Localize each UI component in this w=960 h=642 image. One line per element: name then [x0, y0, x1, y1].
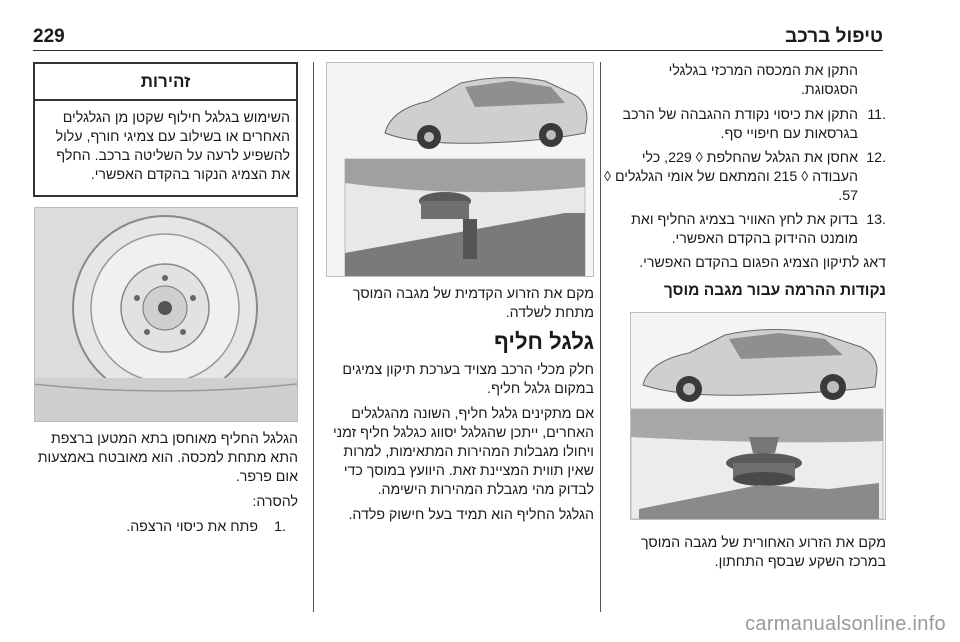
header-divider	[33, 50, 883, 51]
step-number: 11.	[867, 107, 886, 123]
step-text: פתח את כיסוי הרצפה.	[126, 519, 258, 535]
caution-box	[33, 62, 298, 197]
step-number: 1.	[274, 519, 286, 535]
spare-wheel-figure	[34, 207, 298, 422]
step-11	[604, 106, 886, 144]
right-column	[604, 62, 886, 578]
middle-column	[322, 62, 594, 531]
caution-body: השימוש בגלגל חילוף שקטן מן הגלגלים האחרים או בשילוב עם צמיגי חורף, עלול להשפיע לרעה על השליטה ברכב. החלף את הצמיג הנקור בהקדם האפשרי.	[55, 110, 290, 183]
left-column	[33, 62, 298, 542]
repair-note: דאג לתיקון הצמיג הפגום בהקדם האפשרי.	[639, 255, 886, 271]
rear-jack-point-figure	[630, 312, 886, 520]
page-number: 229	[33, 26, 65, 47]
step-12	[604, 149, 886, 206]
intro-text: התקן את המכסה המרכזי בגלגלי הסגסוגת.	[668, 63, 858, 98]
rear-jack-illustration	[630, 313, 885, 520]
removal-step-1	[33, 518, 298, 537]
section-title: טיפול ברכב	[785, 26, 883, 47]
step-13	[604, 211, 886, 249]
front-jack-caption: מקם את הזרוע הקדמית של מגבה המוסך מתחת לשלדה.	[352, 286, 594, 321]
paragraph: הגלגל החליף הוא תמיד בעל חישוק פלדה.	[348, 507, 594, 523]
watermark: carmanualsonline.info	[745, 613, 946, 635]
step-number: 12.	[866, 150, 886, 166]
step-text: אחסן את הגלגל שהחלפת ◊ 229, כלי העבודה ◊ 215 והמתאם של אומי הגלגלים ◊ 57.	[604, 150, 858, 204]
step-text: בדוק את לחץ האוויר בצמיג החליף ואת מומנט ההידוק בהקדם האפשרי.	[631, 212, 858, 247]
spare-wheel-illustration	[34, 208, 297, 422]
spare-wheel-heading: גלגל חליף	[493, 329, 594, 354]
paragraph: חלק מכלי הרכב מצויד בערכת תיקון צמיגים במקום גלגל חליף.	[342, 362, 594, 397]
front-jack-point-figure	[326, 62, 594, 277]
page-header	[0, 0, 960, 52]
column-divider-left	[313, 62, 314, 612]
storage-paragraph: הגלגל החליף מאוחסן בתא המטען ברצפת התא מתחת למכסה. הוא מאובטח באמצעות אום פרפר.	[37, 431, 298, 485]
step-text: התקן את כיסוי נקודת ההגבהה של הרכב בגרסאות עם חיפויי סף.	[622, 107, 858, 142]
paragraph: אם מתקינים גלגל חליף, השונה מהגלגלים האחרים, ייתכן שהגלגל יסווג כגלגל חליף זמני ויחולו מגבלות המהירות המתאימות, למרות שאין תווית המציינת זאת. היוועץ במוסך כדי לבדוק מהי מגבלת המהירות הישימה.	[332, 406, 594, 498]
rear-jack-caption: מקם את הזרוע האחורית של מגבה המוסך במרכז השקע שבסף התחתון.	[640, 535, 886, 570]
column-divider-right	[600, 62, 601, 612]
step-number: 13.	[866, 212, 886, 228]
jack-points-heading: נקודות ההרמה עבור מגבה מוסך	[663, 282, 886, 299]
caution-title: זהירות	[35, 64, 296, 101]
front-jack-illustration	[326, 63, 593, 277]
removal-label: להסרה:	[252, 494, 298, 510]
